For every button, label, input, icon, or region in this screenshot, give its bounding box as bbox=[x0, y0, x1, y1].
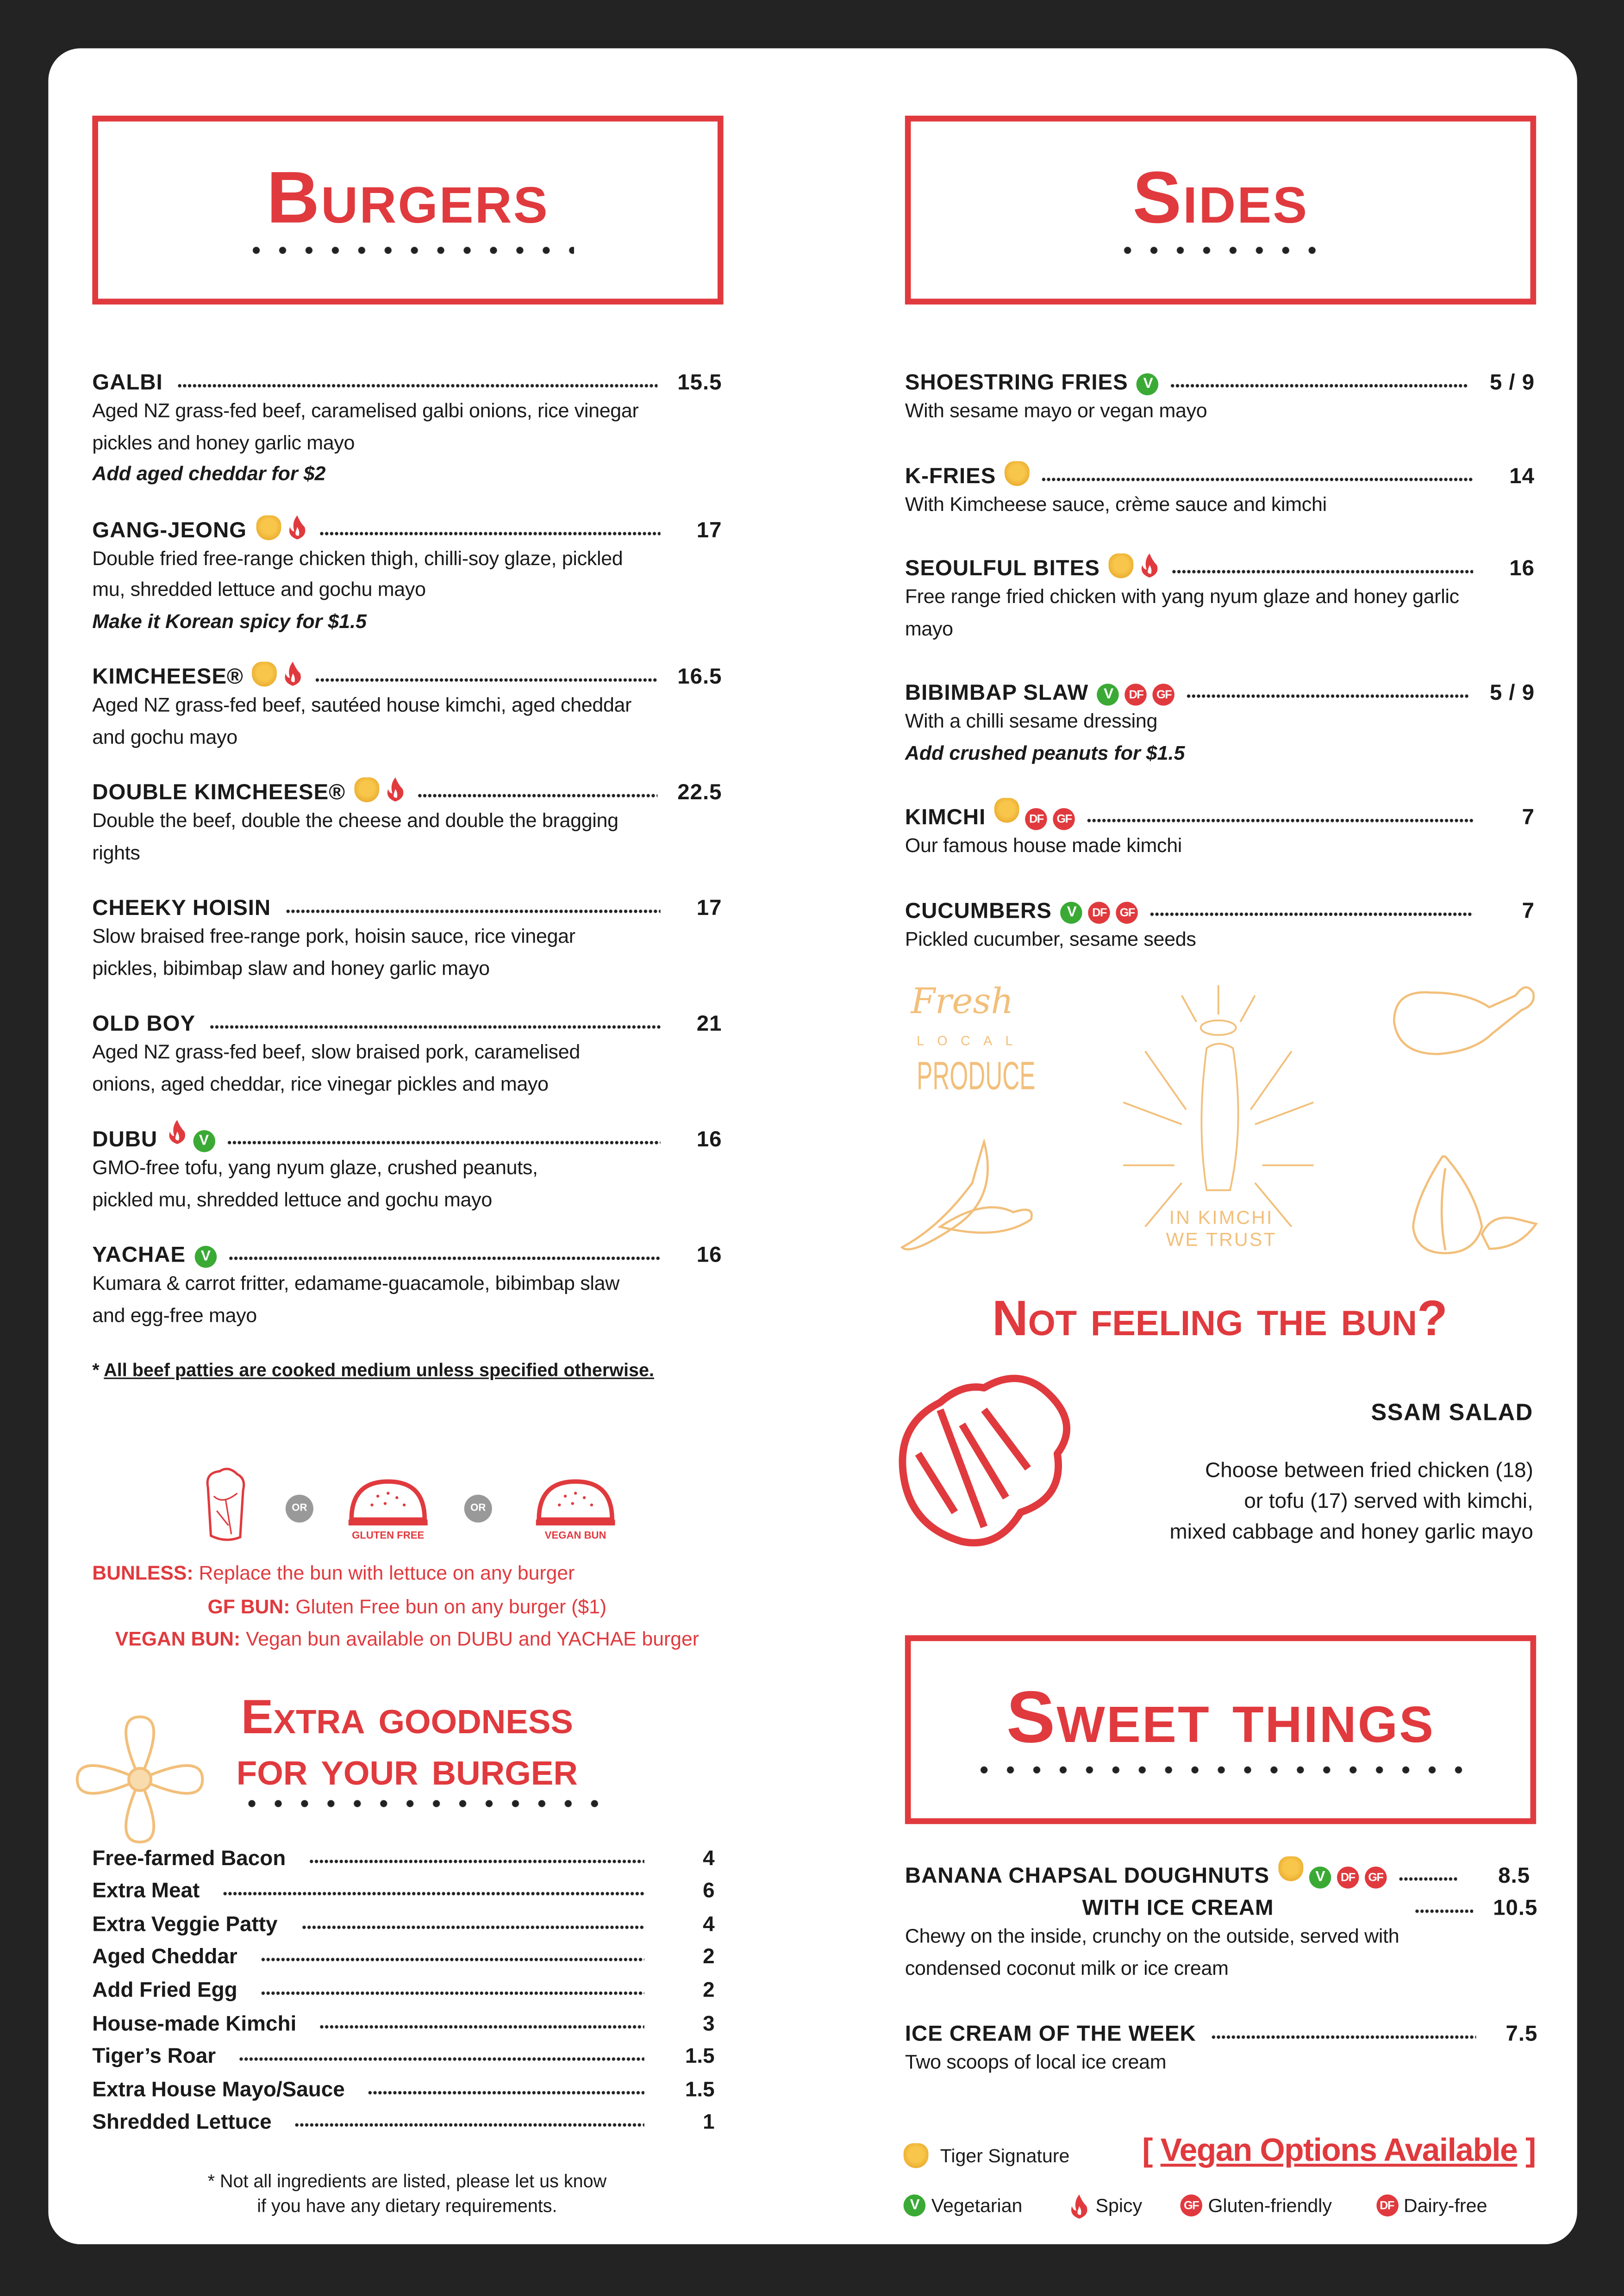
menu-item bbox=[905, 363, 1535, 427]
kimchi-cabbage-illustration bbox=[1116, 978, 1321, 1227]
dairy-free-icon: DF bbox=[1337, 1867, 1359, 1888]
leader-dots bbox=[320, 2024, 644, 2028]
sweets-list bbox=[905, 1856, 1538, 2099]
burgers-title: Burgers bbox=[266, 156, 549, 239]
item-name: BANANA CHAPSAL DOUGHNUTS bbox=[905, 1863, 1270, 1889]
extra-item bbox=[92, 1837, 714, 1870]
tiger-icon bbox=[252, 662, 277, 687]
menu-item bbox=[92, 1120, 722, 1215]
item-desc-line: and egg-free mayo bbox=[92, 1303, 257, 1326]
chili-pepper-illustration bbox=[896, 1139, 1043, 1256]
leader-dots bbox=[319, 531, 661, 535]
item-name: CHEEKY HOISIN bbox=[92, 896, 271, 921]
leader-dots bbox=[1398, 1877, 1457, 1881]
extra-name: Add Fried Egg bbox=[92, 1979, 237, 2003]
leader-dots bbox=[228, 1256, 661, 1260]
desc-line: Choose between fried chicken (18) bbox=[1205, 1459, 1533, 1483]
item-price: 16 bbox=[696, 1243, 722, 1268]
leader-dots bbox=[1150, 911, 1473, 915]
vegan-options-text: Vegan Options Available bbox=[1160, 2131, 1518, 2168]
vegan-options-banner bbox=[1142, 2132, 1535, 2170]
item-row bbox=[905, 673, 1535, 706]
divider-dots bbox=[239, 1799, 614, 1808]
vegetarian-icon: V bbox=[1061, 901, 1082, 923]
extra-price: 1.5 bbox=[685, 2078, 715, 2102]
menu-item bbox=[92, 889, 722, 984]
burgers-header-box bbox=[92, 116, 723, 305]
item-badges bbox=[1061, 894, 1144, 923]
local-text: LOCAL bbox=[917, 1033, 1026, 1048]
leader-dots bbox=[295, 2123, 644, 2128]
bun-options-icons bbox=[199, 1467, 638, 1543]
item-desc-line: Our famous house made kimchi bbox=[905, 834, 1182, 857]
extra-price: 1.5 bbox=[685, 2045, 715, 2069]
extras-list bbox=[92, 1837, 714, 2135]
menu-item bbox=[92, 657, 722, 753]
ssam-salad-desc bbox=[905, 1456, 1533, 1549]
item-desc-line: condensed coconut milk or ice cream bbox=[905, 1956, 1229, 1979]
menu-item bbox=[92, 510, 722, 637]
slogan-line: IN KIMCHI bbox=[1169, 1206, 1274, 1228]
dairy-free-icon: DF bbox=[1376, 2195, 1398, 2216]
item-name: OLD BOY bbox=[92, 1011, 196, 1037]
item-row bbox=[92, 889, 722, 921]
item-row bbox=[92, 363, 722, 395]
menu-item bbox=[905, 456, 1535, 520]
option-text: Gluten Free bun on any burger ($1) bbox=[290, 1595, 607, 1617]
extra-price: 3 bbox=[703, 2012, 715, 2036]
item-price: 16.5 bbox=[677, 665, 722, 690]
extra-item bbox=[92, 2102, 714, 2135]
item-price: 7 bbox=[1522, 805, 1535, 830]
item-price: 17 bbox=[696, 517, 722, 542]
menu-item bbox=[905, 2015, 1538, 2078]
leader-dots bbox=[1172, 569, 1473, 573]
legend-label: Tiger Signature bbox=[940, 2145, 1070, 2167]
leader-dots bbox=[226, 1140, 661, 1145]
item-row bbox=[905, 456, 1535, 488]
leader-dots bbox=[1170, 384, 1469, 388]
extras-title-line: for your burger bbox=[236, 1741, 578, 1795]
spicy-icon bbox=[166, 1120, 187, 1142]
item-desc-line: With sesame mayo or vegan mayo bbox=[905, 399, 1207, 422]
item-row bbox=[92, 1120, 722, 1152]
tiger-icon bbox=[1278, 1856, 1303, 1881]
item-row bbox=[92, 657, 722, 690]
item-price: 17 bbox=[696, 896, 722, 921]
spicy-icon bbox=[1069, 2195, 1090, 2216]
item-desc-line: and gochu mayo bbox=[92, 725, 237, 747]
item-desc-line: Aged NZ grass-fed beef, slow braised pork, caramelised bbox=[92, 1041, 580, 1063]
item-price: 16 bbox=[696, 1127, 722, 1152]
dairy-free-icon: DF bbox=[1088, 901, 1110, 923]
kimchi-slogan bbox=[1163, 1206, 1280, 1250]
leader-dots bbox=[239, 2057, 644, 2061]
legend-tiger bbox=[904, 2143, 1070, 2168]
extra-item bbox=[92, 1936, 714, 1969]
extra-name: House-made Kimchi bbox=[92, 2012, 297, 2036]
option-label: VEGAN BUN: bbox=[115, 1628, 241, 1650]
item-price: 8.5 bbox=[1498, 1863, 1530, 1889]
item-name: BIBIMBAP SLAW bbox=[905, 680, 1089, 706]
legend-row bbox=[904, 2195, 1533, 2216]
item-row bbox=[905, 798, 1535, 830]
item-row bbox=[905, 891, 1535, 923]
menu-item bbox=[92, 1236, 722, 1331]
gf-bun-line bbox=[92, 1591, 722, 1624]
leader-dots bbox=[1211, 2035, 1476, 2039]
or-badge: OR bbox=[286, 1495, 313, 1523]
extra-item bbox=[92, 1904, 714, 1936]
item-add-on: Make it Korean spicy for $1.5 bbox=[92, 610, 367, 632]
item-name: SEOULFUL BITES bbox=[905, 556, 1100, 581]
item-name: GANG-JEONG bbox=[92, 517, 247, 542]
slogan-line: WE TRUST bbox=[1166, 1228, 1277, 1251]
leader-dots bbox=[1087, 818, 1474, 822]
item-desc-line: Two scoops of local ice cream bbox=[905, 2051, 1167, 2073]
beef-note bbox=[92, 1360, 654, 1381]
item-price: 15.5 bbox=[677, 370, 722, 396]
extra-price: 4 bbox=[703, 1913, 715, 1937]
extra-item bbox=[92, 1870, 714, 1903]
garlic-illustration bbox=[1401, 1154, 1541, 1256]
item-row bbox=[905, 549, 1535, 581]
item-badges bbox=[1097, 676, 1181, 705]
item-sub-price: 10.5 bbox=[1493, 1896, 1538, 1921]
gluten-free-icon: GF bbox=[1053, 808, 1075, 830]
leader-dots bbox=[223, 1892, 644, 1896]
option-label: GF BUN: bbox=[207, 1595, 290, 1617]
burgers-list bbox=[92, 363, 722, 1351]
sides-header-box bbox=[905, 116, 1536, 305]
item-price: 5 / 9 bbox=[1489, 370, 1535, 396]
item-name: K-FRIES bbox=[905, 463, 996, 488]
item-badges bbox=[1278, 1856, 1393, 1889]
vegetarian-icon: V bbox=[1097, 684, 1119, 705]
desc-line: mixed cabbage and honey garlic mayo bbox=[1169, 1521, 1533, 1545]
legend-label: Dairy-free bbox=[1403, 2194, 1487, 2217]
tiger-icon bbox=[904, 2143, 929, 2168]
menu-item bbox=[905, 1856, 1538, 1984]
or-badge: OR bbox=[464, 1495, 492, 1523]
leader-dots bbox=[210, 1025, 661, 1029]
option-text: Replace the bun with lettuce on any burger bbox=[193, 1562, 575, 1584]
extra-item bbox=[92, 1970, 714, 2003]
item-price: 22.5 bbox=[677, 780, 722, 805]
item-desc-line: Pickled cucumber, sesame seeds bbox=[905, 927, 1196, 950]
menu-item bbox=[92, 1004, 722, 1100]
bunless-line bbox=[92, 1558, 722, 1591]
item-name: GALBI bbox=[92, 370, 163, 396]
item-desc-line: pickles, bibimbap slaw and honey garlic mayo bbox=[92, 957, 490, 979]
extra-name: Extra Meat bbox=[92, 1880, 200, 1904]
extra-price: 1 bbox=[703, 2111, 715, 2135]
item-desc-line: mu, shredded lettuce and gochu mayo bbox=[92, 578, 426, 600]
item-badges bbox=[1005, 460, 1035, 488]
leader-dots bbox=[177, 384, 657, 388]
gluten-free-icon: GF bbox=[1365, 1867, 1387, 1888]
vegetarian-icon: V bbox=[1137, 373, 1159, 395]
item-desc-line: pickles and honey garlic mayo bbox=[92, 431, 355, 454]
item-badges bbox=[256, 515, 312, 542]
vegetarian-icon: V bbox=[193, 1130, 214, 1152]
vegetarian-icon: V bbox=[194, 1246, 216, 1268]
gluten-free-bun-icon bbox=[346, 1479, 431, 1543]
sweets-title: Sweet things bbox=[1006, 1676, 1435, 1759]
bracket: ] bbox=[1525, 2131, 1536, 2168]
leader-dots bbox=[1414, 1909, 1473, 1913]
item-name: CUCUMBERS bbox=[905, 898, 1052, 923]
extra-name: Aged Cheddar bbox=[92, 1946, 237, 1970]
item-badges bbox=[194, 1238, 222, 1268]
item-row bbox=[905, 363, 1535, 395]
extra-name: Extra Veggie Patty bbox=[92, 1913, 278, 1937]
item-badges bbox=[1109, 554, 1166, 581]
tiger-icon bbox=[1005, 460, 1030, 485]
item-desc-line: Chewy on the inside, crunchy on the outside, served with bbox=[905, 1925, 1399, 1948]
extra-price: 6 bbox=[703, 1880, 715, 1904]
item-badges bbox=[166, 1120, 220, 1152]
note-asterisk: * bbox=[92, 1360, 104, 1381]
item-desc-line: rights bbox=[92, 841, 140, 863]
item-desc-line: GMO-free tofu, yang nyum glaze, crushed peanuts, bbox=[92, 1156, 538, 1179]
extra-price: 4 bbox=[703, 1847, 715, 1871]
item-desc-line: onions, aged cheddar, rice vinegar pickles and mayo bbox=[92, 1072, 549, 1095]
item-row bbox=[92, 1236, 722, 1268]
vegetarian-icon: V bbox=[904, 2195, 925, 2216]
item-desc-line: Aged NZ grass-fed beef, sautéed house kimchi, aged cheddar bbox=[92, 694, 632, 716]
item-desc-line: pickled mu, shredded lettuce and gochu mayo bbox=[92, 1188, 492, 1210]
item-price: 5 / 9 bbox=[1489, 680, 1535, 706]
item-row bbox=[905, 2015, 1538, 2047]
illustrations bbox=[896, 978, 1541, 1263]
item-desc-line: Double fried free-range chicken thigh, chilli-soy glaze, pickled bbox=[92, 547, 623, 569]
gluten-free-label: GLUTEN FREE bbox=[352, 1529, 425, 1541]
vegan-bun-icon bbox=[533, 1479, 618, 1543]
item-row bbox=[92, 1004, 722, 1037]
note-text: All beef patties are cooked medium unless specified otherwise. bbox=[104, 1360, 654, 1381]
item-price: 16 bbox=[1509, 556, 1535, 581]
extra-item bbox=[92, 2036, 714, 2069]
leader-dots bbox=[261, 1958, 644, 1962]
produce-text: PRODUCE bbox=[917, 1054, 1036, 1098]
extra-name: Tiger’s Roar bbox=[92, 2045, 216, 2069]
tiger-icon bbox=[354, 778, 379, 803]
item-price: 7 bbox=[1522, 898, 1535, 923]
footnote-line: * Not all ingredients are listed, please let us know bbox=[207, 2171, 607, 2192]
lettuce-wrap-icon bbox=[199, 1467, 249, 1543]
item-badges bbox=[994, 798, 1081, 830]
extra-name: Extra House Mayo/Sauce bbox=[92, 2078, 345, 2102]
dairy-free-icon: DF bbox=[1025, 808, 1047, 830]
tiger-icon bbox=[256, 515, 281, 540]
leader-dots bbox=[309, 1859, 644, 1863]
extra-name: Free-farmed Bacon bbox=[92, 1847, 286, 1871]
menu-item bbox=[92, 773, 722, 868]
menu-item bbox=[92, 363, 722, 490]
item-desc-line: With a chilli sesame dressing bbox=[905, 710, 1158, 732]
ssam-salad-name: SSAM SALAD bbox=[1371, 1401, 1533, 1426]
leader-dots bbox=[417, 793, 657, 797]
sweets-header-box bbox=[905, 1635, 1536, 1824]
item-name: YACHAE bbox=[92, 1243, 186, 1268]
divider-dots bbox=[1114, 246, 1328, 255]
item-row bbox=[92, 773, 722, 805]
spicy-icon bbox=[286, 515, 306, 536]
extra-price: 2 bbox=[703, 1946, 715, 1970]
menu-item bbox=[905, 549, 1535, 644]
bracket: [ bbox=[1142, 2131, 1152, 2168]
bun-options-text bbox=[92, 1558, 722, 1657]
item-desc-line: With Kimcheese sauce, crème sauce and kimchi bbox=[905, 492, 1327, 515]
no-bun-title: Not feeling the bun? bbox=[992, 1291, 1448, 1347]
extra-name: Shredded Lettuce bbox=[92, 2111, 272, 2135]
extra-price: 2 bbox=[703, 1979, 715, 2003]
tiger-icon bbox=[1109, 554, 1134, 579]
vegetarian-icon: V bbox=[1309, 1867, 1331, 1888]
chicken-drumstick-illustration bbox=[1387, 978, 1541, 1058]
ssam-salad bbox=[905, 1401, 1533, 1549]
divider-dots bbox=[243, 246, 574, 255]
tiger-icon bbox=[994, 798, 1019, 823]
menu-item bbox=[905, 673, 1535, 769]
leader-dots bbox=[368, 2090, 644, 2094]
item-name: DUBU bbox=[92, 1127, 158, 1152]
item-badges bbox=[1137, 366, 1165, 395]
menu-item bbox=[905, 891, 1535, 955]
item-row bbox=[905, 1856, 1538, 1889]
item-name: DOUBLE KIMCHEESE® bbox=[92, 780, 346, 805]
option-text: Vegan bun available on DUBU and YACHAE burger bbox=[240, 1628, 699, 1650]
leader-dots bbox=[301, 1925, 644, 1929]
item-price: 21 bbox=[696, 1011, 722, 1037]
extra-item bbox=[92, 2069, 714, 2102]
item-price: 14 bbox=[1509, 463, 1535, 488]
item-badges bbox=[252, 662, 309, 690]
sides-list bbox=[905, 363, 1535, 983]
vegan-bun-line bbox=[92, 1624, 722, 1656]
spicy-icon bbox=[283, 662, 303, 684]
leader-dots bbox=[1041, 477, 1473, 481]
option-label: BUNLESS: bbox=[92, 1562, 194, 1584]
item-price: 7.5 bbox=[1505, 2022, 1538, 2047]
dairy-free-icon: DF bbox=[1125, 684, 1147, 705]
item-desc-line: mayo bbox=[905, 617, 953, 639]
leader-dots bbox=[261, 1991, 644, 1995]
extras-title-line: Extra goodness bbox=[241, 1689, 573, 1744]
spicy-icon bbox=[1139, 554, 1160, 575]
item-sub-name: WITH ICE CREAM bbox=[1082, 1896, 1274, 1921]
footnote-line: if you have any dietary requirements. bbox=[257, 2196, 557, 2217]
item-desc-line: Free range fried chicken with yang nyum glaze and honey garlic bbox=[905, 585, 1459, 608]
item-row bbox=[92, 510, 722, 542]
leader-dots bbox=[315, 678, 657, 682]
item-add-on: Add aged cheddar for $2 bbox=[92, 462, 326, 485]
extra-item bbox=[92, 2003, 714, 2035]
legend-label: Vegetarian bbox=[931, 2194, 1023, 2217]
item-desc-line: Kumara & carrot fritter, edamame-guacamole, bibimbap slaw bbox=[92, 1272, 619, 1294]
menu-item bbox=[905, 798, 1535, 862]
dietary-footnote bbox=[92, 2170, 722, 2220]
item-desc-line: Aged NZ grass-fed beef, caramelised galbi onions, rice vinegar bbox=[92, 399, 639, 422]
item-name: KIMCHEESE® bbox=[92, 665, 244, 690]
item-desc-line: Double the beef, double the cheese and double the bragging bbox=[92, 809, 618, 832]
item-desc-line: Slow braised free-range pork, hoisin sauce, rice vinegar bbox=[92, 925, 575, 947]
item-name: SHOESTRING FRIES bbox=[905, 370, 1128, 396]
item-badges bbox=[354, 778, 411, 805]
leader-dots bbox=[286, 909, 661, 913]
sides-title: Sides bbox=[1132, 156, 1309, 239]
extras-title bbox=[92, 1691, 722, 1793]
item-add-on: Add crushed peanuts for $1.5 bbox=[905, 741, 1185, 764]
item-row bbox=[905, 1889, 1538, 1921]
gluten-free-icon: GF bbox=[1116, 901, 1138, 923]
gluten-free-icon: GF bbox=[1153, 684, 1174, 705]
divider-dots bbox=[970, 1766, 1471, 1774]
gluten-free-icon: GF bbox=[1180, 2195, 1202, 2216]
item-name: KIMCHI bbox=[905, 805, 986, 830]
fresh-text: Fresh bbox=[911, 981, 1014, 1022]
item-name: ICE CREAM OF THE WEEK bbox=[905, 2022, 1196, 2047]
legend-label: Spicy bbox=[1095, 2194, 1143, 2217]
desc-line: or tofu (17) served with kimchi, bbox=[1244, 1490, 1533, 1514]
leader-dots bbox=[1187, 694, 1469, 698]
vegan-bun-label: VEGAN BUN bbox=[544, 1529, 606, 1541]
legend-label: Gluten-friendly bbox=[1208, 2194, 1332, 2217]
spicy-icon bbox=[385, 778, 405, 799]
